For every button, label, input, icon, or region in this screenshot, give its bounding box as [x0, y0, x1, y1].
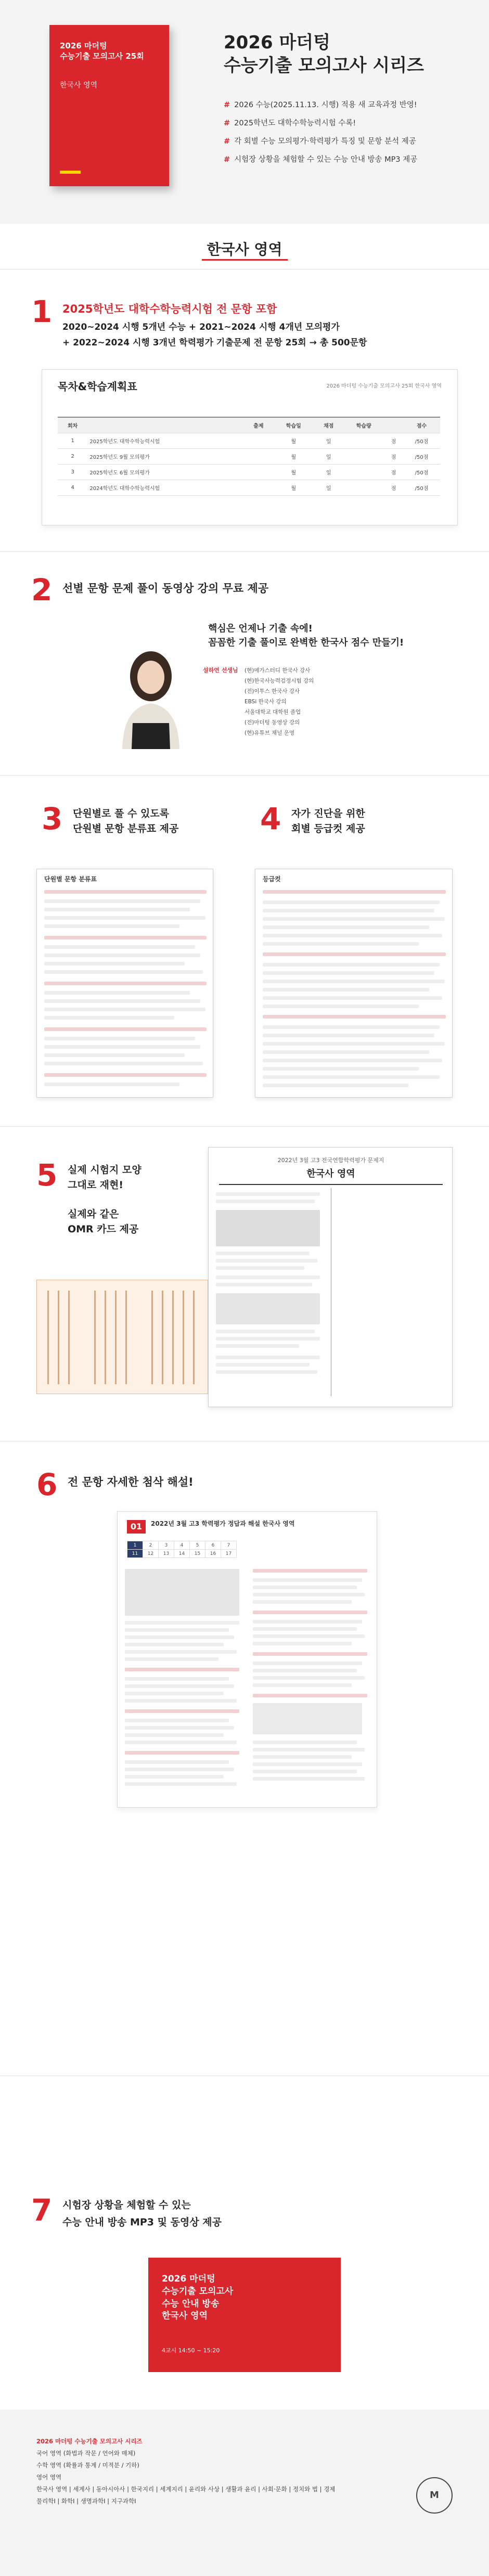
panel-title: 목차&학습계획표 [58, 380, 137, 393]
section-divider [0, 551, 489, 552]
section-band [0, 224, 489, 269]
footer-lines: 국어 영역 (화법과 작문 / 언어와 매체) 수학 영역 (확률과 통계 / 미적분 / 기하) 영어 영역 한국사 영역 | 세계사 | 동아시아사 | 한국지리 | 세계지리 | 윤리와 사상 | 생활과 윤리 | 사회·문화 | 정치와 법 | 경제 물리학Ⅰ | 화학Ⅰ | 생명과학Ⅰ | 지구과학Ⅰ [36, 2450, 336, 2505]
series-features [224, 99, 417, 172]
table-row: 2 2025학년도 9월 모의평가 월 일 점 /50점 [58, 449, 440, 465]
lecturer-photo [112, 645, 190, 749]
book-cover [49, 25, 169, 186]
lecturer-career: (현)메가스터디 한국사 강사 (현)한국사능력검정시험 강의 (전)이투스 한국사 강사 EBSi 한국사 강의 서울대학교 대학원 졸업 (전)마더텅 동영상 강의 (현)유튜브 채널 운영 [244, 667, 314, 736]
panel-note: 2026 마더텅 수능기출 모의고사 25회 한국사 영역 [326, 383, 442, 389]
unit-classification-sheet [36, 869, 213, 1098]
sheet-title: 등급컷 [263, 875, 281, 883]
feature-number: 3 [42, 801, 63, 836]
feature-number: 5 [36, 1157, 58, 1193]
section-title: 한국사 영역 [0, 238, 489, 259]
footer-heading: 2026 마더텅 수능기출 모의고사 시리즈 [36, 2438, 143, 2445]
feature6-title: 전 문항 자세한 첨삭 해설! [68, 1476, 194, 1488]
feature-number: 7 [31, 2193, 53, 2228]
exam-subject: 한국사 영역 [306, 1168, 355, 1179]
exam-rule [219, 1184, 443, 1185]
cover-accent [60, 171, 81, 174]
hero-banner [0, 0, 489, 224]
feature1-title: 2025학년도 대학수학능력시험 전 문항 포함 [62, 303, 277, 315]
feature5-title2: 실제와 같은 OMR 카드 제공 [68, 1208, 139, 1235]
round-badge: 01 [127, 1520, 146, 1534]
table-header-row: 회차 출제 학습일 채점 학습량 점수 [58, 417, 440, 433]
lecturer-name: 설하연 선생님 [203, 667, 238, 674]
study-plan-table [58, 417, 440, 496]
mp3-broadcast-cover [148, 2258, 341, 2372]
publisher-logo: M [416, 2477, 453, 2514]
feature7-title: 시험장 상황을 체험할 수 있는 [62, 2199, 191, 2211]
series-list [36, 2436, 335, 2507]
feature-number: 2 [31, 572, 53, 608]
feature2-lead: 핵심은 언제나 기출 속에! 꼼꼼한 기출 풀이로 완벽한 한국사 점수 만들기! [208, 623, 404, 648]
table-row: 1 2025학년도 대학수학능력시험 월 일 점 /50점 [58, 433, 440, 449]
feature1-line3: + 2022~2024 시행 3개년 학력평가 기출문제 전 문항 25회 → 총 500문항 [62, 338, 367, 348]
footer [0, 2410, 489, 2576]
feature2-title: 선별 문항 문제 풀이 동영상 강의 무료 제공 [62, 582, 269, 595]
cover-title: 2026 마더텅 수능기출 모의고사 25회 [60, 41, 144, 61]
feature-bullet: # 각 회별 수능 모의평가·학력평가 특징 및 문항 분석 제공 [224, 137, 416, 146]
feature-bullet: # 시험장 상황을 체험할 수 있는 수능 안내 방송 MP3 제공 [224, 156, 418, 164]
feature7-title2: 수능 안내 방송 MP3 및 동영상 제공 [62, 2217, 222, 2228]
exam-paper [208, 1147, 453, 1407]
answer-grid: 1 2 3 4 5 6 7 11 12 13 14 15 16 17 [127, 1541, 237, 1558]
sheet-title: 단원별 문항 분류표 [44, 875, 97, 883]
study-plan-panel [42, 369, 458, 525]
feature3-title: 단원별로 풀 수 있도록 단원별 문항 분류표 제공 [73, 808, 179, 835]
feature-number: 1 [31, 294, 53, 329]
answer-header: 2022년 3월 고3 학력평가 정답과 해설 한국사 영역 [151, 1520, 295, 1527]
cover-subject: 한국사 영역 [60, 81, 98, 89]
series-title: 2026 마더텅 수능기출 모의고사 시리즈 [224, 32, 424, 76]
table-row: 4 2024학년도 대학수학능력시험 월 일 점 /50점 [58, 480, 440, 496]
feature-bullet: # 2026 수능(2025.11.13. 시행) 적용 새 교육과정 반영! [224, 101, 417, 109]
feature-number: 6 [36, 1467, 58, 1502]
feature-number: 4 [260, 801, 281, 836]
feature1-line2: 2020~2024 시행 5개년 수능 + 2021~2024 시행 4개년 모의평가 [62, 322, 340, 332]
grade-cut-sheet [255, 869, 453, 1098]
table-row: 3 2025학년도 6월 모의평가 월 일 점 /50점 [58, 465, 440, 480]
feature-bullet: # 2025학년도 대학수학능력시험 수록! [224, 119, 356, 127]
mp3-time: 4교시 14:50 ~ 15:20 [162, 2347, 220, 2354]
feature5-title: 실제 시험지 모양 그대로 재현! [68, 1164, 141, 1191]
section-divider [0, 1126, 489, 1127]
omr-card [36, 1280, 208, 1394]
mp3-title: 2026 마더텅 수능기출 모의고사 수능 안내 방송 한국사 영역 [162, 2274, 234, 2322]
exam-header: 2022년 3월 고3 전국연합학력평가 문제지 [277, 1157, 384, 1164]
section-divider [0, 775, 489, 776]
feature4-title: 자가 진단을 위한 회별 등급컷 제공 [291, 808, 365, 835]
answer-explanation-page [117, 1511, 377, 1808]
